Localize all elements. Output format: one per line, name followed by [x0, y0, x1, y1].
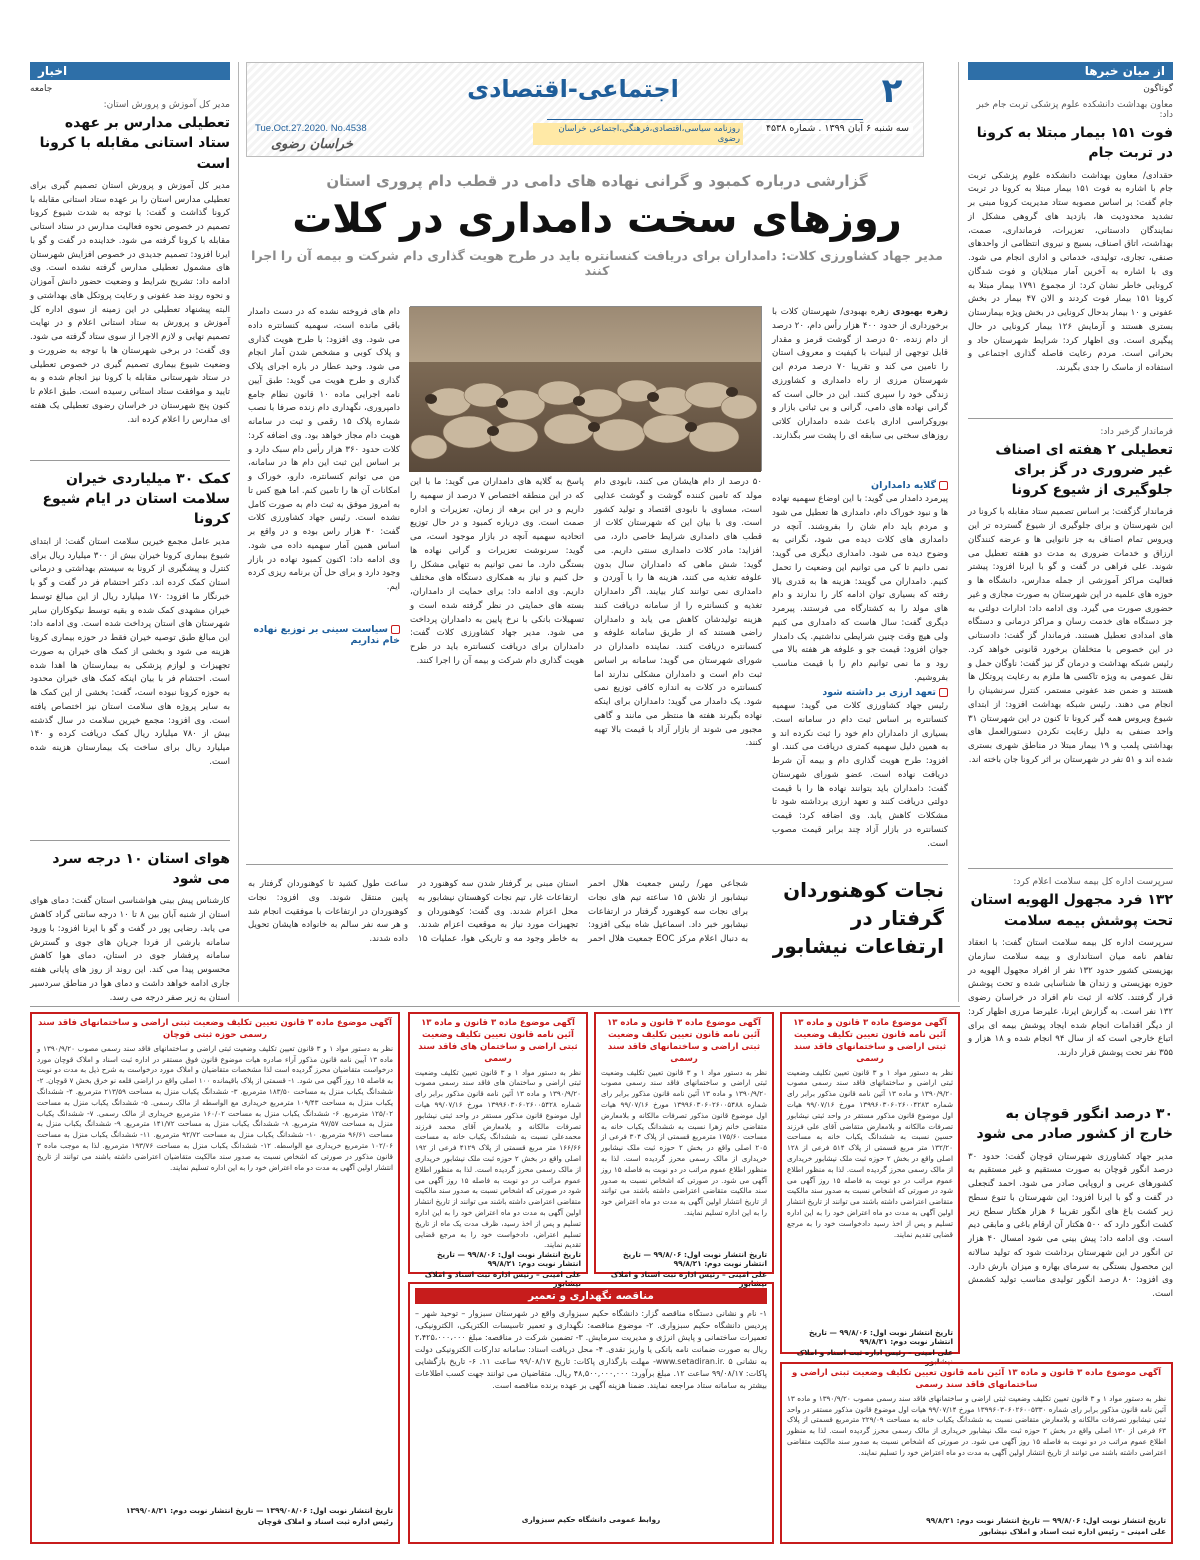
square-bullet-icon	[939, 688, 948, 697]
news-story-insurance	[968, 877, 1173, 1059]
story-body: فرماندار گزگفت: بر اساس تصمیم ستاد مقابله با کرونا در این شهرستان و برای جلوگیری از شیوع گسترده تر این ویروس تمام اصناف به جز نانوایی ها و عرضه کنندگان ارزاق و خدمات ضروری به مدت دو هفته تعطیل می شوند. علی فراهی در گفت و گو با ایرنا افزود: پیشتر فعالیت مراکز آموزشی از جمله مدارس، دانشگاه ها و حوزه های علمیه در این شهرستان به صورت مجازی و غیر حضوری صورت می گیرد. وی ادامه داد: ادارات دولتی به جز دستگاه های خدمت رسان و مراکز درمانی و دستگاه های امدادی تعطیل هستند. فرماندار گز گفت: دادستانی در این خصوص با متخلفان برخورد قانونی خواهد کرد. رئیس شبکه بهداشت و درمان گز نیز گفت: ناوگان حمل و نقل عمومی به ویژه تاکسی ها ملزم به رعایت پروتکل ها هستند و ضمن ضد عفونی مستمر، کنترل سرنشینان را انجام می دهند. رئیس شبکه بهداشت افزود: از ابتدای شیوع ویروس همه گیر کرونا تا کنون در این شهرستان ۳۱ واحد صنفی به دلیل رعایت نکردن دستورالعمل های بهداشتی پلمب و ۱۹ بیمار مبتلا در مناطق شهری بستری شده اند و ۵۱ نفر در شهرستان بر اثر کرونا جان باخته اند.	[968, 507, 1173, 765]
notice-body: نظر به دستور مواد ۱ و ۳ قانون تعیین تکلیف وضعیت ثبتی اراضی و ساختمانهای فاقد سند رسمی مصوب ۱۳۹۰/۹/۲۰ و ماده ۱۳ آیین نامه قانون مذکور آراء صادره هیات موضوع قانون فوق مستقر در اداره ثبت اسناد و املاک قوچان مورد درخواست متقاضیان محرز گردیده است لذا مشخصات متقاضیان و املاک مورد درخواست به شرح ذیل به مدت دو نوبت به فاصله ۱۵ روز آگهی می شود. ۱- قسمتی از پلاک باقیمانده ۱۰۰ اصلی واقع در اراضی قلعه نو خرق بخش ۷ قوچان. ۲- ششدانگ یکباب منزل به مساحت ۱۸۳/۵۰ مترمربع. ۳- ششدانگ یکباب منزل به مساحت ۲۱۳/۵۹ مترمربع. ۴- ششدانگ یکباب منزل به مساحت ۱۰۹/۴۳ مترمربع خریداری مع الواسطه از مالک رسمی. ۵- ششدانگ یکباب منزل به مساحت ۱۲۵/۰۲ مترمربع. ۶- ششدانگ یکباب منزل به مساحت ۱۶۰/۰۲ مترمربع خریداری از مالک رسمی. ۷- ششدانگ یکباب منزل به مساحت ۹۷/۵۷ مترمربع. ۸- ششدانگ یکباب منزل به مساحت ۱۴۱/۷۲ مترمربع. ۹- ششدانگ یکباب منزل به مساحت ۹۶/۶۱ مترمربع. ۱۰- ششدانگ یکباب منزل به مساحت ۹۲/۷۲ مترمربع. ۱۱- ششدانگ یکباب منزل به مساحت ۱۰۲/۰۶ مترمربع خریداری مع الواسطه. ۱۲- ششدانگ یکباب منزل به مساحت ۱۹۳/۷۶ مترمربع. لذا به موجب ماده ۳ قانون مذکور در صورتی که اشخاص نسبت به صدور سند مالکیت متقاضیان اعتراضی داشته باشند می توانند از تاریخ انتشار اولین آگهی به مدت دو ماه اعتراض خود را به این اداره تسلیم نمایند.	[37, 1043, 394, 1172]
article-column-text: پیرمرد دامدار می گوید: با این اوضاع سهمیه نهاده ها و نبود خوراک دام، دامداری ها تعطیل می شود و مردم باید دام شان را بفروشند. آنچه در دامداری های کلات دیده می شود، نگرانی به وضوح دیده می شود. دامداری دیگری می گوید: نمی دانیم تا کی می توانیم این وضعیت را تحمل کنیم. دامداران می گویند: هزینه ها به قدری بالا رفته که بسیاری توان ادامه کار را ندارند و دام های مولد را به کشتارگاه می فرستند. پیرمرد دیگری گفت: سال هاست که دامداری می کنیم ولی هیچ وقت چنین شرایطی نداشتیم. یک دامدار جوان افزود: قیمت جو و علوفه هر هفته بالا می رود و ما نمی توانیم دام را با قیمت مناسب بفروشیم.	[772, 494, 948, 683]
notice-title: آگهی موضوع ماده ۳ قانون و ماده ۱۳ آئین نامه قانون تعیین تکلیف وضعیت ثبتی اراضی و ساختمانهای فاقد سند رسمی	[793, 1018, 947, 1064]
notice-body: نظر به دستور مواد ۱ و ۳ قانون تعیین تکلیف وضعیت ثبتی اراضی و ساختمان های فاقد سند رسمی مصوب ۱۳۹۰/۹/۲۰ و ماده ۱۳ آئین نامه قانون مذکور برابر رای شماره ۱۳۹۹۶۰۳۰۶۰۲۶۰۰۵۴۲۸ مورخ ۹۹/۰۷/۱۶ هیات اول موضوع قانون مذکور مستقر در واحد ثبتی نیشابور تصرفات مالکانه و بلامعارض آقای محمد فرزند محمدعلی نسبت به ششدانگ یکباب خانه به مساحت ۱۶۶/۶۶ متر مربع قسمتی از پلاک ۴۱۲۹ فرعی از ۱۹۲ اصلی واقع در بخش ۲ حوزه ثبت ملک نیشابور خریداری از مالک رسمی محرز گردیده است. لذا به منظور اطلاع عموم مراتب در دو نوبت به فاصله ۱۵ روز آگهی می شود در صورتی که اشخاص نسبت به صدور سند مالکیت متقاضی اعتراضی داشته باشند می توانند از تاریخ انتشار اولین آگهی به مدت دو ماه اعتراض خود را به این اداره تسلیم و پس از اخذ رسید، ظرف مدت یک ماه از تاریخ تسلیم اعتراض، دادخواست خود را به مرجع قضایی تقدیم نمایند.	[415, 1067, 582, 1250]
story-kicker: سرپرست اداره کل بیمه سلامت اعلام کرد:	[1013, 877, 1173, 888]
notice-rule	[30, 1006, 960, 1007]
column-divider	[238, 62, 239, 1002]
left-sidebar	[30, 62, 230, 1003]
tender-body: ۱- نام و نشانی دستگاه مناقصه گزار: دانشگاه حکیم سبزواری واقع در شهرستان سبزوار – توحید شهر – پردیس دانشگاه حکیم سبزواری. ۲- موضوع مناقصه: نگهداری و تعمیر تاسیسات الکتریکی، الکترونیکی، تعمیرات ساختمانی و پایش انرژی و مدیریت سرمایش. ۳- تضمین شرکت در مناقصه: مبلغ ۲،۴۲۵،۰۰۰،۰۰۰ ریال به صورت ضمانت نامه بانکی یا واریز نقدی. ۴- محل دریافت اسناد: سامانه تدارکات الکترونیکی دولت به نشانی www.setadiran.ir. ۵- مهلت بارگذاری پاکات: تاریخ ۹۹/۰۸/۱۷ ساعت ۱۱. ۶- تاریخ بازگشایی پاکات: ۹۹/۰۸/۱۷ ساعت ۱۲. مبلغ برآورد: ۴۸,۵۰۰,۰۰۰,۰۰۰ ریال. متقاضیان می توانند جهت کسب اطلاعات بیشتر به سامانه ستاد مراجعه نمایند. ضمنا هزینه آگهی بر عهده برنده مناقصه است.	[415, 1309, 768, 1390]
notice-title: آگهی موضوع ماده ۳ قانون تعیین تکلیف وضعیت ثبتی اراضی و ساختمانهای فاقد سند رسمی حوزه ثبتی قوچان	[38, 1018, 392, 1040]
notice-body: نظر به دستور مواد ۱ و ۳ قانون تعیین تکلیف وضعیت ثبتی اراضی و ساختمانهای فاقد سند رسمی مصوب ۱۳۹۰/۹/۲۰ و ماده ۱۳ آئین نامه قانون مذکور برابر رای شماره ۱۳۹۹۶۰۳۰۶۰۲۶۰۰۵۴۸۸ مورخ ۹۹/۰۷/۱۶ هیات اول موضوع قانون مذکور تصرفات مالکانه و بلامعارض متقاضی خانم زهرا نسبت به ششدانگ یکباب خانه به مساحت ۱۷۵/۶۰ مترمربع قسمتی از پلاک ۳۰۴ فرعی از ۲۰۵ اصلی واقع در بخش ۲ حوزه ثبت ملک نیشابور خریداری از مالک رسمی محرز گردیده است. لذا به منظور اطلاع عموم مراتب در دو نوبت به فاصله ۱۵ روز آگهی می شود. در صورتی که اشخاص نسبت به صدور سند مالکیت متقاضی اعتراضی داشته باشند می توانند از تاریخ انتشار اولین آگهی به مدت دو ماه اعتراض خود را به این اداره تسلیم نمایند.	[601, 1067, 768, 1217]
notice-footer: تاریخ انتشار نوبت اول: ۹۹/۸/۰۶ — تاریخ انتشار نوبت دوم: ۹۹/۸/۲۱	[926, 1515, 1166, 1525]
legal-notice-2	[408, 1012, 588, 1288]
section-tag-highlights: از میان خبرها	[968, 62, 1173, 80]
rescue-body: شجاعی مهر/ رئیس جمعیت هلال احمر نیشابور از تلاش ۱۵ ساعته تیم های نجات برای نجات سه کوهنورد گرفتار در ارتفاعات نیشابور خبر داد. اسماعیل شاه بیکی افزود: به دنبال اعلام مرکز EOC جمعیت هلال احمر استان مبنی بر گرفتار شدن سه کوهنورد در ارتفاعات غار، تیم نجات کوهستان نیشابور به محل اعزام شدند. وی گفت: کوهنوردان و تجهیزات مورد نیاز به موقعیت اعزام شدند. به خاطر وجود مه و تاریکی هوا، عملیات ۱۵ ساعت طول کشید تا کوهنوردان گرفتار به پایین منتقل شوند. وی افزود: نجات کوهنوردان در ارتفاعات با موفقیت انجام شد و هر سه نفر سالم به خانواده هایشان تحویل داده شدند.	[248, 879, 749, 944]
story-body: مدیر عامل مجمع خیرین سلامت استان گفت: از ابتدای شیوع بیماری کرونا خیران بیش از ۳۰۰ میلیارد ریال برای کنترل و پیشگیری از کرونا به سیستم بهداشتی و درمانی استان کمک کرده اند. دکتر احتشام فر در گفت و گو با خبرنگار ما افزود: ۱۷۰ میلیارد ریال از این مبالغ توسط خیران مشهدی کمک شده و بقیه توسط نیکوکاران سایر شهرستان های استان پرداخت شده است. وی ادامه داد: این مبالغ طبق توصیه خیران فقط در حوزه بیماری کرونا هزینه می شود و بخشی از کمک های خیران به صورت تجهیزات و لوازم پزشکی به بیمارستان ها اهدا شده است. احتشام فر با بیان اینکه کمک های خیران محدود به حوزه کرونا نبوده است، گفت: بخشی از این کمک ها به سایر پروژه های سلامت استان نیز اختصاص یافته است. وی افزود: مجمع خیرین سلامت در سال گذشته بیش از ۷۸۰ میلیارد ریال کمک دریافت کرده و ۱۴۰ میلیارد ریال برای ساخت یک بیمارستان هزینه شده است.	[30, 536, 230, 767]
story-headline: ۳۰ درصد انگور قوچان به خارج از کشور صادر می شود	[976, 1106, 1173, 1143]
notice-title: آگهی موضوع ماده ۳ قانون و ماده ۱۳ آئین نامه قانون تعیین تکلیف وضعیت ثبتی اراضی و ساختمانهای فاقد سند رسمی	[791, 1368, 1162, 1390]
rescue-headline: نجات کوهنوردان گرفتار در ارتفاعات نیشابور	[772, 878, 944, 958]
story-body: حقدادی/ معاون بهداشت دانشکده علوم پزشکی تربت جام با اشاره به فوت ۱۵۱ بیمار مبتلا به کرونا در تربت جام گفت: بر اساس مصوبه ستاد مدیریت کرونا مبنی بر تشدید محدودیت ها، بازدید های گروهی مشکل از نمایندگان دادستانی، تعزیرات، فرمانداری، صمت، بهداشت، اتاق اصناف، بسیج و نیروی انتظامی از واحدهای صنفی، تجاری، تولیدی، خدماتی و اداری انجام می شود. وی با اشاره به آخرین آمار مبتلایان و فوت شدگان کرونایی خاطر نشان کرد: از مجموع ۱۷۹۱ بیمار مبتلا به کرونا ۱۵۱ بیمار فوت کردند و الان ۴۷ بیمار در بخش عفونی و ۱۰ بیمار بدحال کرونایی در بخش ویژه بیمارستان بستری هستند و آزمایش ۱۲۶ بیمار کرونایی در حال پیگیری است. وی اظهار کرد: شرایط شهرستان حاد و بحرانی است. مردم رعایت فاصله گذاری اجتماعی و استفاده از ماسک را جدی بگیرند.	[968, 170, 1173, 374]
article-lead: مدیر جهاد کشاورزی کلات: دامداران برای دریافت کنسانتره باید در طرح هویت گذاری دام شرکت و بیمه آن را اجرا کنند	[251, 248, 943, 278]
story-body: کارشناس پیش بینی هواشناسی استان گفت: دمای هوای استان از شنبه آبان بین ۸ تا ۱۰ درجه سانتی گراد کاهش می یابد. رضایی پور در گفت و گو با ایرنا افزود: با ورود سامانه بارشی از فردا جریان های جوی و گسترش سامانه پرفشار جوی در استان، دمای هوا کاهش محسوس پیدا می کند. این روند از روز های پایانی هفته جاری ادامه خواهد داشت و دمای هوا در مناطق سردسیر استان به زیر صفر درجه می رسد.	[30, 896, 230, 1003]
article-column-6: دام های فروخته نشده که در دست دامدار باقی مانده است، سهمیه کنسانتره داده می شود. وی افزود: با طرح هویت گذاری و پلاک کوبی و مشخص شدن آمار انجام می شود. وحید عطار در باره اجرای پلاک گذاری و طرح هویت می گوید: طبق آیین نامه اجرایی ماده ۱۰ قانون نظام جامع دامپروری، نگهداری دام زنده صرفا با نصب شماره پلاک ۱۵ رقمی و ثبت در سامانه هویت دام مجاز خواهد بود. وی اضافه کرد: کلات حدود ۳۶۰ هزار رأس دام سبک دارد و بر اساس این ثبت این دام ها در سامانه، من می توانم کنسانتره، دارو، خوراک و امکانات آن ها را تامین کنم. اما هیچ کس تا به امروز موفق به ثبت دام به صورت کامل نشده است. رئیس جهاد کشاورزی کلات گفت: ۴۰ هزار راس بوده و در واقع بر اساس همین آمار سهمیه داده می شود. وی ادامه داد: اکنون کمبود نهاده در بازار وجود دارد و برای حل آن برنامه ریزی کرده ایم.	[248, 307, 401, 592]
notice-footer: تاریخ انتشار نوبت اول: ۱۳۹۹/۰۸/۰۶ — تاریخ انتشار نوبت دوم: ۱۳۹۹/۰۸/۲۱	[126, 1505, 393, 1515]
masthead-subtitle: روزنامه سیاسی،اقتصادی،فرهنگی،اجتماعی خراسان رضوی	[533, 123, 743, 145]
legal-notice-5	[780, 1362, 1173, 1544]
story-headline: هوای استان ۱۰ درجه سرد می شود	[52, 850, 230, 888]
masthead-date-en: Tue.Oct.27.2020. No.4538	[255, 123, 367, 134]
story-headline: کمک ۳۰ میلیاردی خیران سلامت استان در ایام شیوع کرونا	[42, 470, 230, 528]
story-kicker: فرماندار گزخبر داد:	[1100, 426, 1173, 437]
legal-notice-4	[780, 1012, 960, 1366]
notice-signature: رئیس اداره ثبت اسناد و املاک قوچان	[257, 1516, 393, 1526]
notice-body: نظر به دستور مواد ۱ و ۳ قانون تعیین تکلیف وضعیت ثبتی اراضی و ساختمانهای فاقد سند رسمی مصوب ۱۳۹۰/۹/۲۰ و ماده ۱۳ آئین نامه قانون مذکور برابر رای شماره ۱۳۹۹۶۰۳۰۶۰۲۶۰۰۴۲۸۳ مورخ ۹۹/۰۷/۱۶ هیات اول موضوع قانون مذکور مستقر در واحد ثبتی نیشابور تصرفات مالکانه و بلامعارض متقاضی آقای علی فرزند حسین نسبت به ششدانگ یکباب خانه به مساحت ۱۳۲/۲۰ متر مربع قسمتی از پلاک ۵۱۴ فرعی از ۱۲۸ اصلی واقع در بخش ۲ حوزه ثبت ملک نیشابور خریداری از مالک رسمی محرز گردیده است. لذا به منظور اطلاع عموم مراتب در دو نوبت به فاصله ۱۵ روز آگهی می شود در صورتی که اشخاص نسبت به صدور سند مالکیت متقاضی اعتراضی داشته باشند می توانند از تاریخ انتشار اولین آگهی به مدت دو ماه اعتراض خود را به این اداره تسلیم و پس از اخذ رسید دادخواست خود را به مرجع قضایی تقدیم نمایند.	[787, 1067, 954, 1239]
story-headline: ۱۳۲ فرد مجهول الهویه استان تحت پوشش بیمه سلامت	[970, 892, 1173, 929]
notice-footer: تاریخ انتشار نوبت اول: ۹۹/۸/۰۶ — تاریخ انتشار نوبت دوم: ۹۹/۸/۲۱	[437, 1249, 581, 1268]
square-bullet-icon	[391, 625, 400, 634]
story-kicker: مدیر کل آموزش و پرورش استان:	[103, 100, 230, 110]
notice-signature: علی امینی – رئیس اداره ثبت اسناد و املاک نیشابور	[610, 1269, 767, 1288]
notice-signature: علی امینی – رئیس اداره ثبت اسناد و املاک نیشابور	[796, 1347, 953, 1366]
secondary-article	[246, 872, 948, 1002]
news-story-weather	[30, 849, 230, 1008]
article-column-text: رئیس جهاد کشاورزی کلات می گوید: سهمیه کنسانتره بر اساس ثبت دام در سامانه است. بسیاری از دامداران دام خود را ثبت نکرده اند و به همین دلیل سهمیه کمتری دریافت می کنند. او افزود: طرح هویت گذاری دام و بیمه آن شرط دریافت نهاده است. عضو شورای شهرستان گفت: دامداران باید بتوانند نهاده ها را با قیمت دولتی دریافت کنند و تعهد ارزی برداشته شود تا مشکلات کاهش یابد. وی اضافه کرد: قیمت کنسانتره در بازار آزاد چند برابر قیمت مصوب است.	[772, 701, 948, 849]
story-body: مدیر جهاد کشاورزی شهرستان قوچان گفت: حدود ۳۰ درصد انگور قوچان به صورت مستقیم و غیر مستقیم به کشورهای عربی و اروپایی صادر می شود. احمد گنجعلی در گفت و گو با ایرنا افزود: این شهرستان با تنوع سطح زیر کشت باغ های انگور تقریبا ۶ هزار هکتار سطح زیر کشت انگور دارد که ۵۰۰ هکتار آن ارقام باغی و مابقی دیم است. وی ادامه داد: پیش بینی می شود امسال ۴۰ هزار تن انگور در این شهرستان برداشت شود که تولید سالانه این محصول بستگی به سرمای بهاره و میزان بارش دارد. وی افزود: ۸۰ درصد انگور تولیدی مناسب تولید کشمش است.	[968, 1151, 1174, 1300]
story-headline: فوت ۱۵۱ بیمار مبتلا به کرونا در تربت جام	[976, 125, 1173, 162]
sheep-flock-photo	[409, 307, 761, 472]
square-bullet-icon	[939, 481, 948, 490]
story-body: سرپرست اداره کل بیمه سلامت استان گفت: با انعقاد تفاهم نامه میان استانداری و بیمه سلامت سازمان بهزیستی کشور حدود ۱۳۲ نفر از افراد مجهول الهویه در حوزه بهزیستی و زندان ها شناسایی شده و تحت پوشش قرار گرفتند. کلاته از ثبت نام افراد در خراسان رضوی ۱۳۲ نفر است. به گزارش ایرنا، علیرضا مرزی اظهار کرد: از دیگر اقدامات انجام شده ایجاد پوشش بیمه ای برای اتباع خارجی است که از سال ۹۴ انجام شده و ۱۸ هزار و ۳۵۵ نفر تحت پوشش قرار دارند.	[968, 938, 1173, 1059]
story-headline: تعطیلی ۲ هفته ای اصناف غیر ضروری در گز برای جلوگیری از شیوع کرونا	[995, 441, 1173, 499]
right-sidebar	[968, 62, 1173, 1062]
masthead-underline	[547, 119, 863, 120]
tender-signature: روابط عمومی دانشگاه حکیم سبزواری	[521, 1515, 661, 1524]
notice-title: آگهی موضوع ماده ۳ قانون و ماده ۱۳ آئین نامه قانون تعیین تکلیف وضعیت ثبتی اراضی و ساختمانهای فاقد سند رسمی	[607, 1018, 761, 1064]
news-story-torbat	[968, 100, 1173, 410]
legal-notice-quchan	[30, 1012, 400, 1544]
article-subhead: گلایه دامداران	[772, 480, 948, 491]
page-number: ۲	[881, 71, 903, 111]
article-column-3	[772, 476, 948, 851]
newspaper-logo: خراسان رضوی	[271, 137, 353, 152]
notice-footer: تاریخ انتشار نوبت اول: ۹۹/۸/۰۶ — تاریخ انتشار نوبت دوم: ۹۹/۸/۲۱	[623, 1249, 767, 1268]
article-subhead-no-policy: سیاست سینی بر توزیع نهاده خام نداریم	[253, 624, 400, 646]
article-column-5: پاسخ به گلایه های دامداران می گوید: ما با این که در این منطقه اختصاص ۷ درصد از سهمیه را داریم و در این برهه از زمان، تعزیرات و اداره صمت است. وی درباره کمبود و در حال توزیع اتحادیه سهمیه آنچه در بازار موجود است، می گوید: سرنوشت تعزیرات و گرانی نهاده ها بستگی دارد. ما نمی توانیم به تنهایی مشکل را حل کنیم و نیاز به همکاری دستگاه های مختلف داریم. وی ادامه داد: برای حمایت از دامداران، بسته های حمایتی در نظر گرفته شده است و تسهیلات بانکی با نرخ پایین به دامداران پرداخت می شود. مدیر جهاد کشاورزی کلات گفت: دامداران برای دریافت کنسانتره باید در طرح هویت گذاری دام شرکت و بیمه آن را اجرا کنند.	[410, 477, 584, 666]
legal-notice-3	[594, 1012, 774, 1288]
section-rule	[246, 864, 948, 865]
story-kicker: معاون بهداشت دانشکده علوم پزشکی تربت جام خبر داد:	[976, 100, 1173, 120]
notice-signature: علی امینی – رئیس اداره ثبت اسناد و املاک نیشابور	[424, 1269, 581, 1288]
news-story-gaz	[968, 427, 1173, 861]
article-column-text: زهره بهبودی/ شهرستان کلات با برخورداری از حدود ۴۰۰ هزار رأس دام، ۲۰ درصد از دام زنده، ۵۰ درصد از گوشت قرمز و مقدار قابل توجهی از لبنیات با کیفیت و معروف استان را تامین می کند و تقریبا ۷۰ درصد مردم این شهرستان مرزی از راه دامداری و کشاورزی زندگی خود را سپری کنند. این در حالی است که گرانی نهاده های دامی، گرانی و بی ثباتی بازار و بوروکراسی اداری باعث شده دامداران کلاتی روزهای سختی بی سابقه ای را پشت سر بگذارند.	[772, 307, 948, 441]
article-column-1	[772, 306, 948, 471]
notice-signature: علی امینی – رئیس اداره ثبت اسناد و املاک نیشابور	[979, 1526, 1166, 1536]
sub-tag-society: جامعه	[30, 84, 53, 94]
right-sidebar-story4	[968, 1104, 1173, 1364]
article-column-2: ۵۰ درصد از دام هایشان می کنند، نابودی دام مولد که تامین کننده گوشت و گوشت عذایی است، مساوی با نابودی اقتصاد و تولید کشور است. وی با بیان این که شهرستان کلات از قطب های دامداری شرایط خاصی دارد، می افزاید: مادر کلات دامداری سنتی داریم. می گوید: شش ماهی که دامداران سال بدون علوفه تغذیه می کنند، هزینه ها را با آوردن و دامداری نمی توانند کنار بیایند. اگر دامداران تغذیه و کنسانتره را از سامانه دریافت کنند هزینه تولیدشان کاهش می یابد و دامداران راضی هستند که از طریق سامانه علوفه و کنسانتره دریافت کنند. نماینده دامداران در شورای شهرستان می گوید: سامانه بر اساس ثبت دام است و دامداران مشکلی ندارند اما کنسانتره در کلات به اندازه کافی توزیع نمی شود. یک دامدار می گوید: دامداران برای اینکه نهاده بگیرند هفته ها منتظر می مانند و گاهی مجبور می شوند از بازار آزاد با قیمت بالا تهیه کنند.	[594, 477, 762, 749]
story-body: مدیر کل آموزش و پرورش استان تصمیم گیری برای تعطیلی مدارس استان را بر عهده ستاد استانی مقابله با کرونا گذاشت و گفت: با توجه به شدت شیوع کرونا تصمیم در خصوص نحوه فعالیت مدارس در ستاد استانی مقابله با کرونا گرفته می شود. خداینده در گفت و گو با ایرنا افزود: تصمیم جدیدی در خصوص افزایش شهرستان های مشمول تعطیلی مدارس گرفته نشده است. وی ادامه داد: تشریح شرایط و وضعیت حضور دانش آموزان و نحوه روند ضد عفونی و رعایت پروتکل های بهداشتی و البته پیشنهاد تعطیلی در این زمینه از سوی اداره کل آموزش و پرورش به ستاد استانی اعلام و در نهایت تصمیم نهایی و لازم الاجرا از سوی ستاد گرفته می شود. وی گفت: در برخی شهرستان ها با توجه به ضرورت و وضعیت شیوع بیماری تصمیم گیری در خصوص تعطیلی در ستاد شهرستانی مقابله با کرونا نیز انجام شده و به تایید و موافقت ستاد استانی رسیده است. طبق اعلام تا کنون پنج شهرستان در خراسان رضوی تعطیلی یک هفته ای مدارس را اعلام کرده اند.	[30, 180, 230, 425]
notice-footer: تاریخ انتشار نوبت اول: ۹۹/۸/۰۶ — تاریخ انتشار نوبت دوم: ۹۹/۸/۲۱	[809, 1327, 953, 1346]
article-headline: روزهای سخت دامداری در کلات	[292, 196, 902, 242]
section-tag-news: اخبار	[30, 62, 230, 80]
notice-body: نظر به دستور مواد ۱ و ۳ قانون تعیین تکلیف وضعیت ثبتی اراضی و ساختمانهای فاقد سند رسمی مصوب ۱۳۹۰/۹/۲۰ و ماده ۱۳ آئین نامه قانون مذکور برابر رای شماره ۱۳۹۹۶۰۳۰۶۰۲۶۰۰۵۳۳۰ مورخ ۹۹/۰۷/۱۴ هیات اول موضوع قانون مذکور مستقر در واحد ثبتی نیشابور تصرفات مالکانه و بلامعارض متقاضی نسبت به ششدانگ یکباب خانه به مساحت ۲۲۹/۰۹ مترمربع قسمتی از پلاک ۶۳ فرعی از ۱۳۰ اصلی واقع در بخش ۲ حوزه ثبت ملک نیشابور خریداری از مالک رسمی محرز گردیده است. لذا به منظور اطلاع عموم مراتب در دو نوبت به فاصله ۱۵ روز آگهی می شود. در صورتی که اشخاص نسبت به صدور سند مالکیت متقاضی اعتراضی داشته باشند می توانند از تاریخ انتشار اولین آگهی به مدت دو ماه اعتراض خود را تسلیم نمایند.	[787, 1393, 1166, 1457]
article-subhead: تعهد ارزی بر داشته شود	[772, 687, 948, 698]
news-story-schools	[30, 100, 230, 452]
sub-tag-misc: گوناگون	[1143, 84, 1173, 94]
article-photo	[410, 306, 762, 471]
masthead	[246, 62, 924, 157]
article-kicker: گزارشی درباره کمبود و گرانی نهاده های دامی در قطب دام پروری استان	[326, 172, 868, 190]
notice-title: آگهی موضوع ماده ۳ قانون و ماده ۱۳ آئین نامه قانون تعیین تکلیف وضعیت ثبتی اراضی و ساختمان های فاقد سند رسمی	[418, 1018, 578, 1064]
news-story-charity	[30, 469, 230, 832]
section-title: اجتماعی-اقتصادی	[467, 75, 679, 103]
tender-notice	[408, 1282, 774, 1544]
story-headline: تعطیلی مدارس بر عهده ستاد استانی مقابله با کرونا است	[39, 115, 230, 172]
tender-title: مناقصه نگهداری و تعمیر	[415, 1288, 767, 1304]
article-byline: زهره بهبودی	[892, 307, 948, 317]
masthead-date-fa: سه شنبه ۶ آبان ۱۳۹۹ . شماره ۴۵۳۸	[762, 123, 913, 134]
column-divider	[958, 62, 959, 1002]
